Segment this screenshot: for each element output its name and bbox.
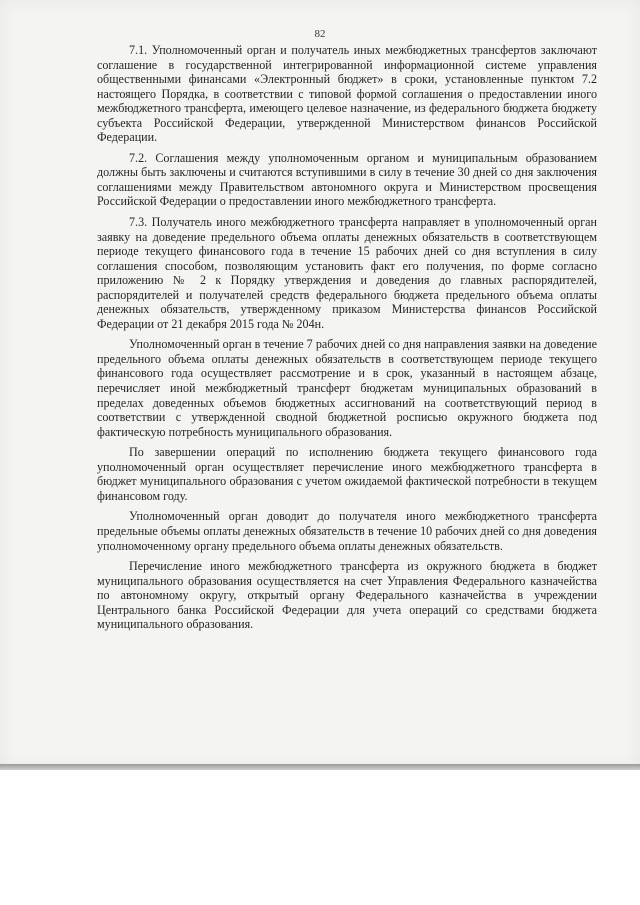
paragraph-year-end: По завершении операций по исполнению бюджета текущего финансового года уполномоченный орган осуществляет перечисление иного межбюджетного трансферта в бюджет муниципального образования с учетом ожидаемой фактической потребности в текущем финансовом году.	[97, 445, 597, 503]
paragraph-transfer-account: Перечисление иного межбюджетного трансферта из окружного бюджета в бюджет муниципального образования осуществляется на счет Управления Федерального казначейства по автономному округу, открытый органу Федерального казначейства в учреждении Центрального банка Российской Федерации для учета операций со средствами бюджета муниципального образования.	[97, 559, 597, 632]
paragraph-limits: Уполномоченный орган доводит до получателя иного межбюджетного трансферта предельные объемы оплаты денежных обязательств в течение 10 рабочих дней со дня доведения уполномоченному органу предельного объема оплаты денежных обязательств.	[97, 509, 597, 553]
scan-bottom-edge	[0, 764, 640, 770]
paragraph-7-2: 7.2. Соглашения между уполномоченным органом и муниципальным образованием должны быть заключены и считаются вступившими в силу в течение 30 дней со дня заключения соглашениями между Правительством автономного округа и Министерством просвещения Российской Федерации о предоставлении иного межбюджетного трансферта.	[97, 150, 597, 209]
paragraph-7-1: 7.1. Уполномоченный орган и получатель иных межбюджетных трансфертов заключают соглашение в государственной интегрированной информационной системе управления общественными финансами «Электронный бюджет» в сроки, установленные пунктом 7.2 настоящего Порядка, в соответствии с типовой формой соглашения о предоставлении иного межбюджетного трансферта, имеющего целевое назначение, из федерального бюджета бюджету субъекта Российской Федерации, утвержденной Министерством финансов Российской Федерации.	[97, 43, 597, 145]
document-body	[97, 43, 597, 638]
paragraph-7-3: 7.3. Получатель иного межбюджетного трансферта направляет в уполномоченный орган заявку на доведение предельного объема оплаты денежных обязательств в соответствующем периоде текущего финансового года в течение 15 рабочих дней со дня вступления в силу соглашения способом, позволяющим установить факт его получения, по форме согласно приложению № 2 к Порядку утверждения и доведения до главных распорядителей, распорядителей и получателей средств федерального бюджета предельного объема оплаты денежных обязательств, утвержденному приказом Министерства финансов Российской Федерации от 21 декабря 2015 года № 204н.	[97, 215, 597, 331]
paragraph-review-term: Уполномоченный орган в течение 7 рабочих дней со дня направления заявки на доведение предельного объема оплаты денежных обязательств в соответствующем периоде текущего финансового года осуществляет рассмотрение и в срок, указанный в настоящем абзаце, перечисляет иной межбюджетный трансферт бюджетам муниципальных образований в пределах доведенных объемов бюджетных ассигнований на соответствующий период в соответствии с утвержденной сводной бюджетной росписью окружного бюджета под фактическую потребность муниципального образования.	[97, 337, 597, 439]
page-number: 82	[314, 28, 326, 40]
